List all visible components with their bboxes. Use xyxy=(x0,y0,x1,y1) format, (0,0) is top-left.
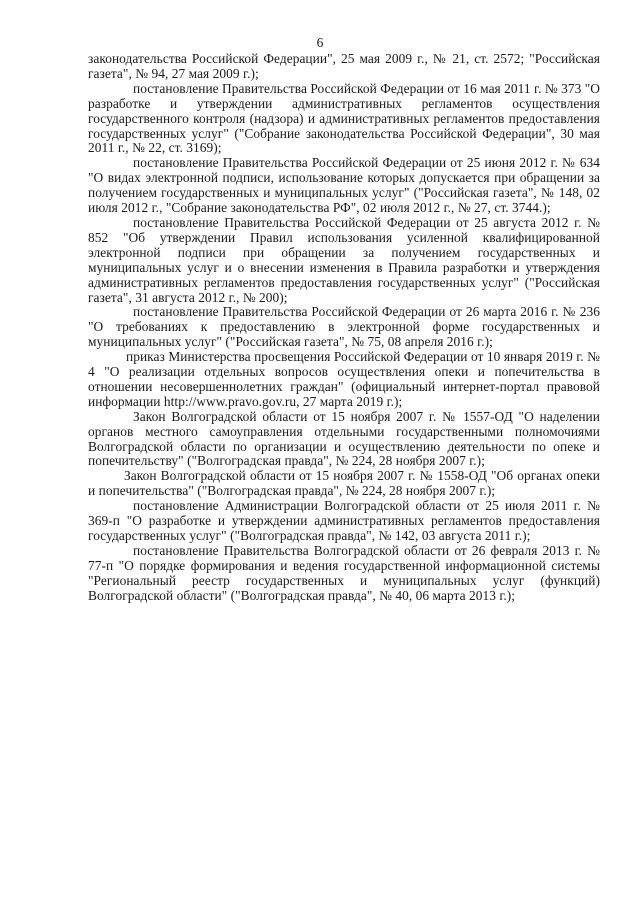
paragraph-continuation: законодательства Российской Федерации", 25 мая 2009 г., № 21, ст. 2572; "Российская газета", № 94, 27 мая 2009 г.); xyxy=(88,51,600,81)
paragraph-order-4: приказ Министерства просвещения Российской Федерации от 10 января 2019 г. № 4 "О реализации отдельных вопросов осуществления опеки и попечительства в отношении несовершеннолетних граждан" (официальный интернет-портал правовой информации http://www.pravo.gov.ru, 27 марта 2019 г.); xyxy=(88,349,600,409)
paragraph-decree-77: постановление Правительства Волгоградской области от 26 февраля 2013 г. № 77-п "О порядке формирования и ведения государственной информационной системы "Региональный реестр государственных и муниципальных услуг (функций) Волгоградской области" ("Волгоградская правда", № 40, 06 марта 2013 г.); xyxy=(88,542,600,603)
paragraph-law-1558: Закон Волгоградской области от 15 ноября 2007 г. № 1558-ОД "Об органах опеки и попечительства" ("Волгоградская правда", № 224, 28 ноября 2007 г.); xyxy=(88,468,600,499)
paragraph-law-1557: Закон Волгоградской области от 15 ноября 2007 г. № 1557-ОД "О наделении органов местного самоуправления отдельными государственными полномочиями Волгоградской области по организации и осуществлению деятельности по опеке и попечительству" ("Волгоградская правда", № 224, 28 ноября 2007 г.); xyxy=(88,408,600,469)
paragraph-decree-236: постановление Правительства Российской Федерации от 26 марта 2016 г. № 236 "О требованиях к предоставлению в электронной форме государственных и муниципальных услуг" ("Российская газета", № 75, 08 апреля 2016 г.); xyxy=(88,304,600,350)
paragraph-decree-369: постановление Администрации Волгоградской области от 25 июля 2011 г. № 369-п "О разработке и утверждении административных регламентов предоставления государственных услуг" ("Волгоградская правда", № 142, 03 августа 2011 г.); xyxy=(88,498,600,543)
document-body xyxy=(88,52,600,604)
paragraph-decree-373: постановление Правительства Российской Федерации от 16 мая 2011 г. № 373 "О разработке и утверждении административных регламентов осуществления государственного контроля (надзора) и административных регламентов предоставления государственных услуг" ("Собрание законодательства Российской Федерации", 30 мая 2011 г., № 22, ст. 3169); xyxy=(88,80,600,156)
paragraph-decree-634: постановление Правительства Российской Федерации от 25 июня 2012 г. № 634 "О видах электронной подписи, использование которых допускается при обращении за получением государственных и муниципальных услуг" ("Российская газета", № 148, 02 июля 2012 г., "Собрание законодательства РФ", 02 июля 2012 г., № 27, ст. 3744.); xyxy=(88,155,600,216)
paragraph-decree-852: постановление Правительства Российской Федерации от 25 августа 2012 г. № 852 "Об утверждении Правил использования усиленной квалифицированной электронной подписи при обращении за получением государственных и муниципальных услуг и о внесении изменения в Правила разработки и утверждения административных регламентов предоставления государственных услуг" ("Российская газета", 31 августа 2012 г., № 200); xyxy=(88,214,600,305)
page-number: 6 xyxy=(316,35,324,50)
